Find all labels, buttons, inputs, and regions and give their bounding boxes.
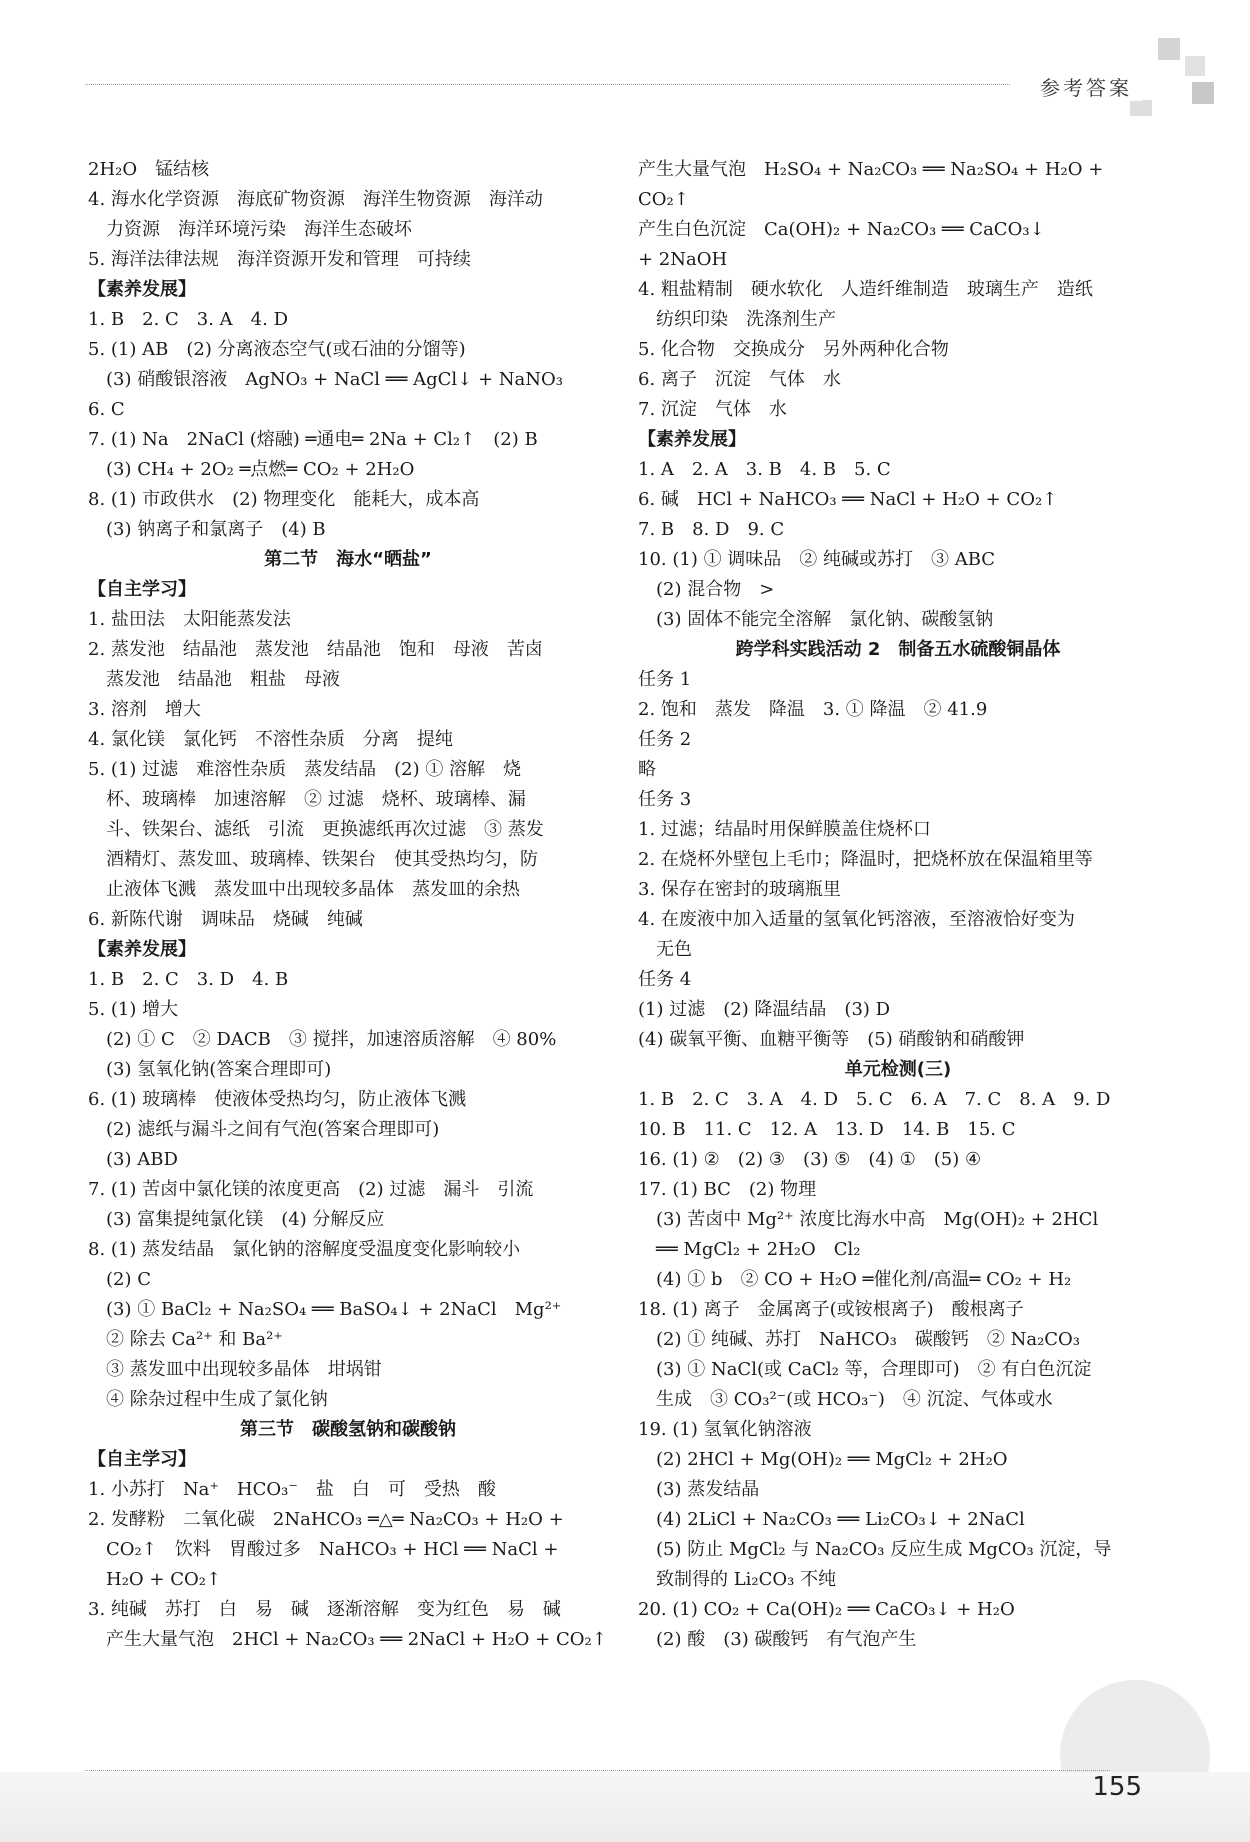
footer-rule bbox=[85, 1770, 1110, 1771]
answer-line: 任务 4 bbox=[638, 969, 692, 990]
section-heading: 【素养发展】 bbox=[638, 429, 746, 450]
answer-line: (3) 氢氧化钠(答案合理即可) bbox=[88, 1059, 332, 1080]
answer-line: 10. B 11. C 12. A 13. D 14. B 15. C bbox=[638, 1119, 1016, 1140]
answer-line: 2. 饱和 蒸发 降温 3. ① 降温 ② 41.9 bbox=[638, 699, 988, 720]
answer-line: (3) 蒸发结晶 bbox=[638, 1479, 760, 1500]
answer-line: (3) 富集提纯氯化镁 (4) 分解反应 bbox=[88, 1209, 385, 1230]
section-title: 第三节 碳酸氢钠和碳酸钠 bbox=[240, 1419, 456, 1440]
answer-line: 3. 保存在密封的玻璃瓶里 bbox=[638, 879, 841, 900]
answer-line: 斗、铁架台、滤纸 引流 更换滤纸再次过滤 ③ 蒸发 bbox=[88, 819, 544, 840]
answer-line: 任务 3 bbox=[638, 789, 692, 810]
answer-line: 7. 沉淀 气体 水 bbox=[638, 399, 787, 420]
answer-line: 任务 1 bbox=[638, 669, 692, 690]
answer-line: (3) ① BaCl₂ + Na₂SO₄ ══ BaSO₄↓ + 2NaCl Mg²⁺ bbox=[88, 1299, 562, 1320]
answer-line: 6. (1) 玻璃棒 使液体受热均匀，防止液体飞溅 bbox=[88, 1089, 467, 1110]
answer-line: 6. C bbox=[88, 399, 125, 420]
footer-band bbox=[0, 1772, 1250, 1842]
left-column bbox=[88, 155, 608, 1655]
answer-line: 纺织印染 洗涤剂生产 bbox=[638, 309, 836, 330]
answer-line: 17. (1) BC (2) 物理 bbox=[638, 1179, 817, 1200]
answer-line: (2) 混合物 > bbox=[638, 579, 775, 600]
answer-line: (3) ① NaCl(或 CaCl₂ 等，合理即可) ② 有白色沉淀 bbox=[638, 1359, 1092, 1380]
page-header bbox=[0, 0, 1250, 110]
answer-line: 5. (1) 增大 bbox=[88, 999, 179, 1020]
answer-line: 产生白色沉淀 Ca(OH)₂ + Na₂CO₃ ══ CaCO₃↓ bbox=[638, 219, 1045, 240]
answer-line: (4) ① b ② CO + H₂O ═催化剂/高温═ CO₂ + H₂ bbox=[638, 1269, 1072, 1290]
section-heading: 【素养发展】 bbox=[88, 279, 196, 300]
decor-square bbox=[1158, 38, 1180, 60]
answer-line: 1. 小苏打 Na⁺ HCO₃⁻ 盐 白 可 受热 酸 bbox=[88, 1479, 496, 1500]
decor-square bbox=[1185, 56, 1205, 76]
answer-line: 4. 粗盐精制 硬水软化 人造纤维制造 玻璃生产 造纸 bbox=[638, 279, 1093, 300]
answer-line: 10. (1) ① 调味品 ② 纯碱或苏打 ③ ABC bbox=[638, 549, 996, 570]
answer-line: 4. 海水化学资源 海底矿物资源 海洋生物资源 海洋动 bbox=[88, 189, 543, 210]
right-column bbox=[638, 155, 1158, 1655]
decor-square bbox=[1130, 100, 1152, 116]
answer-line: 产生大量气泡 2HCl + Na₂CO₃ ══ 2NaCl + H₂O + CO₂↑ bbox=[88, 1629, 607, 1650]
answer-line: (3) 苦卤中 Mg²⁺ 浓度比海水中高 Mg(OH)₂ + 2HCl bbox=[638, 1209, 1099, 1230]
answer-line: 6. 离子 沉淀 气体 水 bbox=[638, 369, 841, 390]
answer-line: (3) CH₄ + 2O₂ ═点燃═ CO₂ + 2H₂O bbox=[88, 459, 415, 480]
answer-line: (2) C bbox=[88, 1269, 151, 1290]
answer-line: 1. B 2. C 3. D 4. B bbox=[88, 969, 289, 990]
answer-line: (2) 酸 (3) 碳酸钙 有气泡产生 bbox=[638, 1629, 917, 1650]
answer-line: 5. 海洋法律法规 海洋资源开发和管理 可持续 bbox=[88, 249, 471, 270]
answer-line: ══ MgCl₂ + 2H₂O Cl₂ bbox=[638, 1239, 861, 1260]
answer-line: 6. 新陈代谢 调味品 烧碱 纯碱 bbox=[88, 909, 363, 930]
answer-line: (3) ABD bbox=[88, 1149, 178, 1170]
section-heading: 【素养发展】 bbox=[88, 939, 196, 960]
answer-line: 力资源 海洋环境污染 海洋生态破坏 bbox=[88, 219, 412, 240]
answer-line: 18. (1) 离子 金属离子(或铵根离子) 酸根离子 bbox=[638, 1299, 1024, 1320]
answer-line: (3) 钠离子和氯离子 (4) B bbox=[88, 519, 326, 540]
answer-line: (2) 滤纸与漏斗之间有气泡(答案合理即可) bbox=[88, 1119, 440, 1140]
answer-line: 3. 溶剂 增大 bbox=[88, 699, 201, 720]
answer-line: 5. (1) AB (2) 分离液态空气(或石油的分馏等) bbox=[88, 339, 466, 360]
answer-line: 4. 氯化镁 氯化钙 不溶性杂质 分离 提纯 bbox=[88, 729, 453, 750]
answer-line: 无色 bbox=[638, 939, 692, 960]
section-title: 单元检测(三) bbox=[844, 1059, 952, 1080]
answer-line: (3) 硝酸银溶液 AgNO₃ + NaCl ══ AgCl↓ + NaNO₃ bbox=[88, 369, 563, 390]
answer-line: 19. (1) 氢氧化钠溶液 bbox=[638, 1419, 812, 1440]
answer-line: (4) 2LiCl + Na₂CO₃ ══ Li₂CO₃↓ + 2NaCl bbox=[638, 1509, 1025, 1530]
answer-line: 1. 盐田法 太阳能蒸发法 bbox=[88, 609, 291, 630]
answer-line: 7. B 8. D 9. C bbox=[638, 519, 785, 540]
answer-line: 4. 在废液中加入适量的氢氧化钙溶液，至溶液恰好变为 bbox=[638, 909, 1075, 930]
answer-line: 蒸发池 结晶池 粗盐 母液 bbox=[88, 669, 340, 690]
answer-line: 酒精灯、蒸发皿、玻璃棒、铁架台 使其受热均匀，防 bbox=[88, 849, 538, 870]
answer-line: 止液体飞溅 蒸发皿中出现较多晶体 蒸发皿的余热 bbox=[88, 879, 520, 900]
answer-line: 5. 化合物 交换成分 另外两种化合物 bbox=[638, 339, 949, 360]
answer-line: 产生大量气泡 H₂SO₄ + Na₂CO₃ ══ Na₂SO₄ + H₂O + bbox=[638, 159, 1104, 180]
answer-line: 1. B 2. C 3. A 4. D 5. C 6. A 7. C 8. A 9. D bbox=[638, 1089, 1111, 1110]
page-number: 155 bbox=[1092, 1772, 1142, 1802]
answer-line: 2. 蒸发池 结晶池 蒸发池 结晶池 饱和 母液 苦卤 bbox=[88, 639, 543, 660]
answer-line: 致制得的 Li₂CO₃ 不纯 bbox=[638, 1569, 837, 1590]
section-title: 跨学科实践活动 2 制备五水硫酸铜晶体 bbox=[735, 639, 1061, 660]
answer-line: ④ 除杂过程中生成了氯化钠 bbox=[88, 1389, 328, 1410]
answer-line: (1) 过滤 (2) 降温结晶 (3) D bbox=[638, 999, 891, 1020]
answer-line: + 2NaOH bbox=[638, 249, 728, 270]
answer-line: 20. (1) CO₂ + Ca(OH)₂ ══ CaCO₃↓ + H₂O bbox=[638, 1599, 1015, 1620]
answer-line: 1. A 2. A 3. B 4. B 5. C bbox=[638, 459, 891, 480]
answer-line: CO₂↑ bbox=[638, 189, 689, 210]
answer-line: ② 除去 Ca²⁺ 和 Ba²⁺ bbox=[88, 1329, 283, 1350]
answer-line: 16. (1) ② (2) ③ (3) ⑤ (4) ① (5) ④ bbox=[638, 1149, 982, 1170]
answer-line: 2. 发酵粉 二氧化碳 2NaHCO₃ ═△═ Na₂CO₃ + H₂O + bbox=[88, 1509, 564, 1530]
answer-line: 5. (1) 过滤 难溶性杂质 蒸发结晶 (2) ① 溶解 烧 bbox=[88, 759, 522, 780]
answer-line: 生成 ③ CO₃²⁻(或 HCO₃⁻) ④ 沉淀、气体或水 bbox=[638, 1389, 1053, 1410]
answer-line: (5) 防止 MgCl₂ 与 Na₂CO₃ 反应生成 MgCO₃ 沉淀，导 bbox=[638, 1539, 1112, 1560]
section-heading: 【自主学习】 bbox=[88, 579, 196, 600]
answer-line: (4) 碳氧平衡、血糖平衡等 (5) 硝酸钠和硝酸钾 bbox=[638, 1029, 1025, 1050]
section-heading: 【自主学习】 bbox=[88, 1449, 196, 1470]
page-footer bbox=[0, 1760, 1250, 1842]
answer-line: 7. (1) 苦卤中氯化镁的浓度更高 (2) 过滤 漏斗 引流 bbox=[88, 1179, 534, 1200]
answer-line: 2H₂O 锰结核 bbox=[88, 159, 210, 180]
answer-line: (3) 固体不能完全溶解 氯化钠、碳酸氢钠 bbox=[638, 609, 994, 630]
answer-line: 1. B 2. C 3. A 4. D bbox=[88, 309, 289, 330]
answer-line: 略 bbox=[638, 759, 656, 780]
page-header-title: 参考答案 bbox=[1030, 72, 1142, 101]
answer-line: (2) ① C ② DACB ③ 搅拌，加速溶质溶解 ④ 80% bbox=[88, 1029, 557, 1050]
answer-line: CO₂↑ 饮料 胃酸过多 NaHCO₃ + HCl ══ NaCl + bbox=[88, 1539, 559, 1560]
answer-line: 3. 纯碱 苏打 白 易 碱 逐渐溶解 变为红色 易 碱 bbox=[88, 1599, 561, 1620]
answer-line: 任务 2 bbox=[638, 729, 692, 750]
answer-line: 7. (1) Na 2NaCl (熔融) ═通电═ 2Na + Cl₂↑ (2) B bbox=[88, 429, 538, 450]
decor-square bbox=[1192, 82, 1214, 104]
header-rule bbox=[85, 84, 1010, 85]
answer-line: H₂O + CO₂↑ bbox=[88, 1569, 222, 1590]
answer-line: 8. (1) 市政供水 (2) 物理变化 能耗大，成本高 bbox=[88, 489, 480, 510]
answer-line: 6. 碱 HCl + NaHCO₃ ══ NaCl + H₂O + CO₂↑ bbox=[638, 489, 1058, 510]
answer-line: 杯、玻璃棒 加速溶解 ② 过滤 烧杯、玻璃棒、漏 bbox=[88, 789, 526, 810]
answer-line: 8. (1) 蒸发结晶 氯化钠的溶解度受温度变化影响较小 bbox=[88, 1239, 521, 1260]
answer-line: 1. 过滤；结晶时用保鲜膜盖住烧杯口 bbox=[638, 819, 931, 840]
answer-line: 2. 在烧杯外壁包上毛巾；降温时，把烧杯放在保温箱里等 bbox=[638, 849, 1093, 870]
answer-line: (2) 2HCl + Mg(OH)₂ ══ MgCl₂ + 2H₂O bbox=[638, 1449, 1008, 1470]
answer-line: (2) ① 纯碱、苏打 NaHCO₃ 碳酸钙 ② Na₂CO₃ bbox=[638, 1329, 1081, 1350]
section-title: 第二节 海水“晒盐” bbox=[264, 549, 432, 570]
answer-line: ③ 蒸发皿中出现较多晶体 坩埚钳 bbox=[88, 1359, 382, 1380]
